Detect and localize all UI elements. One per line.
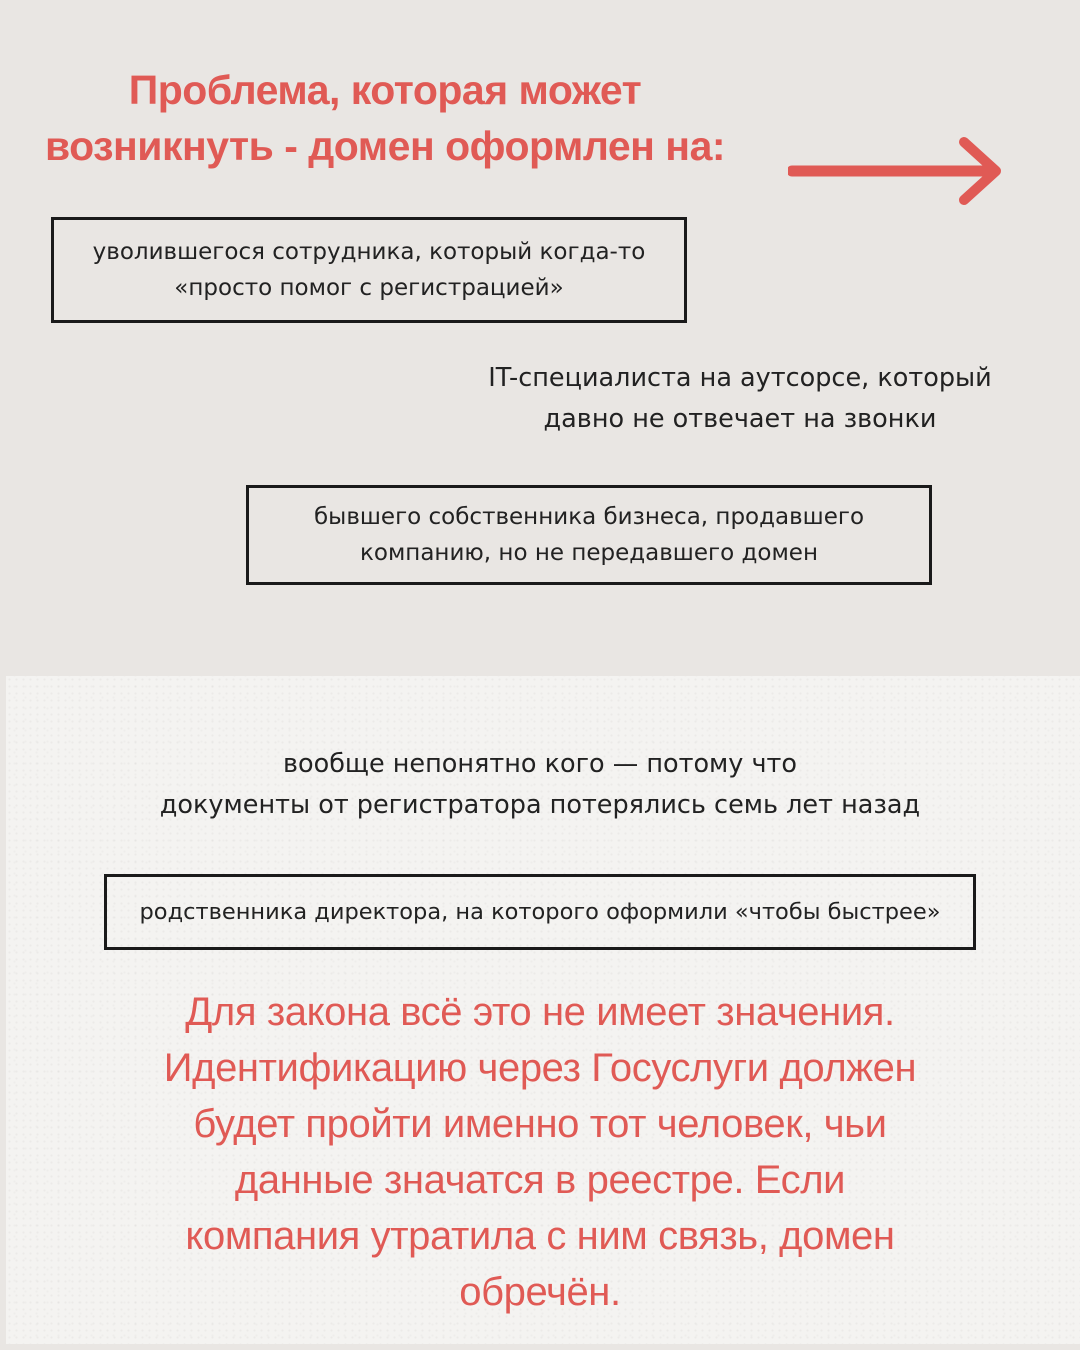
conclusion-line: будет пройти именно тот человек, чьи (193, 1102, 887, 1146)
headline (30, 62, 740, 174)
item-former-owner (246, 485, 932, 585)
item-former-employee (51, 217, 687, 323)
item-text (93, 234, 646, 306)
item-line: бывшего собственника бизнеса, продавшего (313, 504, 865, 530)
item-text (314, 499, 864, 571)
conclusion-line: обречён. (459, 1270, 621, 1314)
item-outsourced-it (462, 358, 1018, 440)
item-line: компанию, но не передавшего домен (359, 540, 818, 566)
item-text (140, 896, 941, 928)
conclusion-line: данные значатся в реестре. Если (234, 1158, 846, 1202)
item-unknown-person (110, 744, 970, 826)
item-line: вообще непонятно кого — потому что (282, 749, 798, 779)
item-line: документы от регистратора потерялись семь лет назад (159, 790, 921, 820)
arrow-right-icon (788, 136, 1004, 206)
item-director-relative (104, 874, 976, 950)
headline-line: Проблема, которая может (128, 67, 642, 113)
conclusion-line: Идентификацию через Госуслуги должен (163, 1046, 917, 1090)
headline-line: возникнуть - домен оформлен на: (44, 123, 726, 169)
item-line: давно не отвечает на звонки (543, 404, 937, 434)
panel-divider-bottom (0, 1344, 1080, 1350)
item-line: IT-специалиста на аутсорсе, который (488, 363, 992, 393)
conclusion-text (100, 984, 980, 1320)
item-line: «просто помог с регистрацией» (174, 275, 564, 301)
conclusion-line: компания утратила с ним связь, домен (185, 1214, 895, 1258)
item-line: родственника директора, на которого оформили «чтобы быстрее» (139, 899, 941, 925)
conclusion-line: Для закона всё это не имеет значения. (185, 990, 895, 1034)
item-line: уволившегося сотрудника, который когда-то (92, 239, 646, 265)
